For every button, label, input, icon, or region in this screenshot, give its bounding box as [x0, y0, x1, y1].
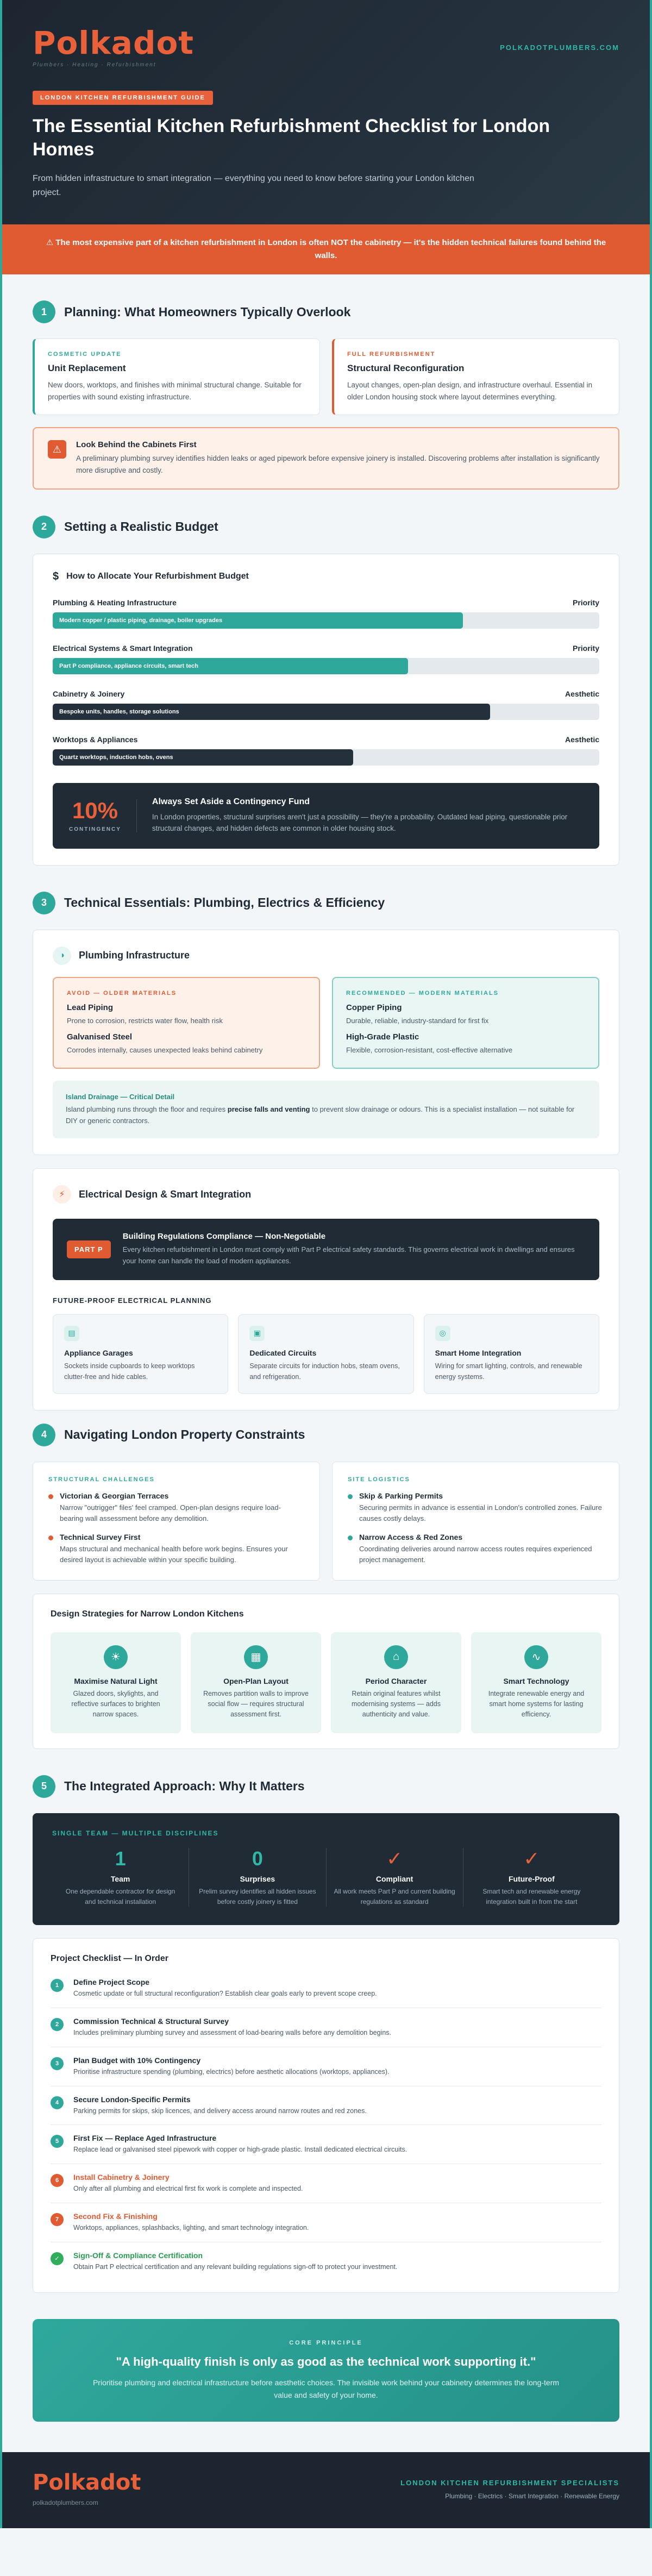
plumbing-title: Plumbing Infrastructure — [79, 950, 190, 961]
budget-row — [53, 690, 599, 720]
stat-team — [52, 1848, 189, 1907]
project-checklist-card — [33, 1938, 619, 2293]
regs-text: Every kitchen refurbishment in London must comply with Part P electrical safety standards. This governs electrical work in dwellings and ensures your home can handle the load of modern appliances. — [122, 1245, 575, 1265]
principle-quote: "A high-quality finish is only as good as the technical work supporting it." — [116, 2355, 536, 2369]
strategy-box — [471, 1632, 601, 1733]
budget-bar-track — [53, 658, 599, 674]
site-logistics-card — [332, 1462, 619, 1581]
contingency-text: In London properties, structural surprises aren't just a possibility — they're a probability. Outdated lead piping, questionable prior structural changes, and hidden defects are common in older housing stock. — [152, 812, 568, 833]
section-integrated — [2, 1775, 650, 2422]
stat-title: Team — [110, 1875, 130, 1884]
droplet-icon: ◑ — [53, 947, 71, 965]
recommended-label: RECOMMENDED — MODERN MATERIALS — [346, 989, 499, 996]
electrical-title: Electrical Design & Smart Integration — [79, 1188, 252, 1200]
step-text: Prioritise infrastructure spending (plumbing, electrics) before aesthetic allocations (worktops, appliances). — [73, 2067, 390, 2076]
plumbing-card — [33, 930, 619, 1156]
card-title: Unit Replacement — [48, 363, 126, 374]
circuit-icon: ▣ — [249, 1326, 265, 1341]
budget-title: How to Allocate Your Refurbishment Budget — [66, 572, 249, 581]
strategy-title: Smart Technology — [503, 1676, 569, 1685]
budget-row-name: Worktops & Appliances — [53, 735, 138, 744]
checklist-step — [51, 2086, 601, 2126]
stat-text: Prelim survey identifies all hidden issues before costly joinery is fitted — [199, 1888, 316, 1906]
avoid-materials-box — [53, 977, 320, 1069]
budget-card — [33, 554, 619, 866]
item-title: Technical Survey First — [60, 1533, 141, 1542]
budget-bar-fill: Quartz worktops, induction hobs, ovens — [53, 749, 353, 766]
future-proof-label: FUTURE-PROOF ELECTRICAL PLANNING — [53, 1296, 212, 1305]
strategy-title: Open-Plan Layout — [223, 1676, 289, 1685]
card-label: SITE LOGISTICS — [348, 1476, 410, 1483]
stat-text: Smart tech and renewable energy integration built in from the start — [482, 1888, 581, 1906]
budget-bar-fill: Part P compliance, appliance circuits, smart tech — [53, 658, 408, 674]
check-icon: ✓ — [386, 1847, 403, 1870]
step-text: Parking permits for skips, skip licences, and delivery access around narrow routes and red zones. — [73, 2107, 367, 2115]
step-title: First Fix — Replace Aged Infrastructure — [73, 2134, 217, 2143]
step-text: Replace lead or galvanised steel pipework with copper or high-grade plastic. Install dedicated electrical circuits. — [73, 2146, 408, 2154]
island-drainage-note — [53, 1081, 599, 1139]
stat-future-proof — [463, 1848, 600, 1907]
sun-icon: ☀ — [104, 1645, 128, 1669]
step-text: Obtain Part P electrical certification and any relevant building regulations sign-off to protect your investment. — [73, 2262, 398, 2271]
material-text: Durable, reliable, industry-standard for first fix — [346, 1016, 489, 1025]
budget-bar-fill: Bespoke units, handles, storage solutions — [53, 704, 490, 720]
budget-row — [53, 735, 599, 766]
card-label: STRUCTURAL CHALLENGES — [48, 1476, 155, 1483]
strategy-box — [331, 1632, 461, 1733]
activity-icon: ∿ — [524, 1645, 548, 1669]
card-text: Layout changes, open-plan design, and infrastructure overhaul. Essential in older London housing stock where layout determines everything. — [347, 381, 593, 401]
checklist-step — [51, 2203, 601, 2242]
structural-challenges-card — [33, 1462, 320, 1581]
step-title: Define Project Scope — [73, 1978, 150, 1987]
stat-value: 1 — [115, 1847, 126, 1870]
item-title: Victorian & Georgian Terraces — [60, 1491, 169, 1500]
stat-text: One dependable contractor for design and technical installation — [65, 1888, 175, 1906]
strategy-title: Maximise Natural Light — [74, 1676, 158, 1685]
budget-row-name: Cabinetry & Joinery — [53, 689, 125, 698]
material-name: High-Grade Plastic — [346, 1032, 419, 1042]
step-number: 1 — [51, 1979, 64, 1992]
card-text: New doors, worktops, and finishes with minimal structural change. Suitable for properties with sound existing infrastructure. — [48, 381, 302, 401]
socket-icon: ▤ — [64, 1326, 79, 1341]
bullet-dot — [348, 1494, 353, 1499]
checklist-step — [51, 2125, 601, 2164]
item-text: Narrow "outrigger" files' feel cramped. Open-plan designs require load-bearing wall assessment before any demolition. — [60, 1503, 281, 1523]
footer-title: LONDON KITCHEN REFURBISHMENT SPECIALISTS — [400, 2478, 619, 2487]
footer-logo[interactable]: Polkadot — [33, 2470, 141, 2496]
step-title: Second Fix & Finishing — [73, 2211, 158, 2221]
step-number: 2 — [51, 2018, 64, 2031]
budget-row-name: Electrical Systems & Smart Integration — [53, 643, 193, 653]
warning-icon: ⚠ — [48, 440, 66, 459]
card-label: FULL REFURBISHMENT — [347, 351, 436, 358]
strategy-text: Glazed doors, skylights, and reflective surfaces to brighten narrow spaces. — [71, 1689, 160, 1719]
budget-bar-track — [53, 612, 599, 629]
brand-tagline: Plumbers · Heating · Refurbishment — [33, 62, 156, 68]
recommended-materials-box — [332, 977, 599, 1069]
regs-title: Building Regulations Compliance — Non-Negotiable — [122, 1232, 326, 1242]
budget-row-name: Plumbing & Heating Infrastructure — [53, 598, 177, 607]
feature-box — [53, 1314, 228, 1394]
strategy-text: Removes partition walls to improve social flow — requires structural assessment first. — [203, 1689, 309, 1719]
material-text: Flexible, corrosion-resistant, cost-effective alternative — [346, 1046, 513, 1055]
regulations-banner — [53, 1219, 599, 1280]
feature-title: Appliance Garages — [64, 1348, 133, 1357]
section-london — [2, 1424, 650, 1749]
contingency-title: Always Set Aside a Contingency Fund — [152, 797, 310, 806]
strategy-title: Period Character — [365, 1676, 427, 1685]
page-subtitle: From hidden infrastructure to smart integration — everything you need to know before starting your London kitchen project. — [33, 174, 474, 197]
bullet-dot — [48, 1494, 53, 1499]
stat-text: All work meets Part P and current building regulations as standard — [334, 1888, 455, 1906]
budget-bar-track — [53, 704, 599, 720]
budget-row-tag: Aesthetic — [565, 735, 599, 744]
team-label: SINGLE TEAM — MULTIPLE DISCIPLINES — [52, 1829, 219, 1837]
material-name: Galvanised Steel — [67, 1032, 133, 1042]
budget-row — [53, 644, 599, 674]
section-planning — [2, 300, 650, 489]
check-icon: ✓ — [51, 2252, 64, 2265]
section-number: 5 — [33, 1775, 55, 1798]
stat-compliant — [327, 1848, 463, 1907]
material-text: Prone to corrosion, restricts water flow, health risk — [67, 1016, 223, 1025]
step-text: Worktops, appliances, splashbacks, lighting, and smart technology integration. — [73, 2223, 309, 2232]
drainage-text-pre: Island plumbing runs through the floor and requires — [66, 1105, 228, 1113]
budget-row-tag: Priority — [572, 598, 599, 607]
single-team-panel — [33, 1813, 619, 1926]
bullet-dot — [48, 1535, 53, 1540]
hero-header — [2, 0, 650, 224]
section-number: 3 — [33, 892, 55, 914]
drainage-text-bold: precise falls and venting — [227, 1105, 310, 1113]
material-name: Copper Piping — [346, 1002, 402, 1012]
stat-title: Compliant — [375, 1875, 413, 1884]
core-principle-banner — [33, 2319, 619, 2422]
section-title: Planning: What Homeowners Typically Overlook — [64, 304, 351, 319]
feature-box — [424, 1314, 599, 1394]
step-title: Plan Budget with 10% Contingency — [73, 2055, 201, 2065]
principle-text: Prioritise plumbing and electrical infrastructure before aesthetic choices. The invisible work behind your cabinetry determines the long-term value and safety of your home. — [92, 2378, 560, 2399]
guide-badge: LONDON KITCHEN REFURBISHMENT GUIDE — [33, 91, 213, 105]
step-number: 4 — [51, 2096, 64, 2109]
step-title: Commission Technical & Structural Survey — [73, 2017, 229, 2026]
drainage-text-post: to prevent slow drainage or odours. This is a specialist installation — not suitable for DIY or generic contractors. — [66, 1105, 575, 1125]
budget-bar-fill: Modern copper / plastic piping, drainage, boiler upgrades — [53, 612, 463, 629]
checklist-step — [51, 2164, 601, 2203]
card-title: Structural Reconfiguration — [347, 363, 465, 374]
strategy-text: Integrate renewable energy and smart home systems for lasting efficiency. — [488, 1689, 585, 1719]
section-technical — [2, 892, 650, 1411]
stat-title: Surprises — [240, 1875, 275, 1884]
page-title: The Essential Kitchen Refurbishment Checklist for London Homes — [33, 116, 550, 160]
dollar-icon: $ — [53, 570, 59, 582]
principle-label: CORE PRINCIPLE — [289, 2340, 363, 2347]
section-number: 4 — [33, 1424, 55, 1446]
strategies-title: Design Strategies for Narrow London Kitchens — [51, 1609, 244, 1619]
checklist-step — [51, 1969, 601, 2008]
section-budget — [2, 516, 650, 866]
budget-row — [53, 598, 599, 629]
item-text: Securing permits in advance is essential in London's controlled zones. Failure causes costly delays. — [359, 1503, 602, 1523]
material-text: Corrodes internally, causes unexpected leaks behind cabinetry — [67, 1046, 263, 1055]
section-title: Technical Essentials: Plumbing, Electrics & Efficiency — [64, 895, 385, 910]
electrical-card — [33, 1168, 619, 1411]
strategy-box — [51, 1632, 181, 1733]
feature-text: Wiring for smart lighting, controls, and renewable energy systems. — [435, 1362, 582, 1381]
item-text: Maps structural and mechanical health before work begins. Ensures your desired layout is achievable within your specific building. — [60, 1545, 288, 1564]
item-text: Coordinating deliveries around narrow access routes requires experienced project management. — [359, 1545, 592, 1564]
section-number: 1 — [33, 300, 55, 323]
drainage-text — [66, 1104, 586, 1127]
step-number: 3 — [51, 2057, 64, 2070]
check-icon: ✓ — [523, 1847, 540, 1870]
avoid-label: AVOID — OLDER MATERIALS — [67, 989, 177, 996]
item-title: Narrow Access & Red Zones — [359, 1533, 463, 1542]
design-strategies-card — [33, 1594, 619, 1749]
section-title: Setting a Realistic Budget — [64, 519, 218, 534]
site-link[interactable]: POLKADOTPLUMBERS.COM — [500, 43, 619, 52]
step-text: Includes preliminary plumbing survey and assessment of load-bearing walls before any demolition begins. — [73, 2029, 392, 2037]
step-text: Only after all plumbing and electrical first fix work is complete and inspected. — [73, 2185, 303, 2193]
step-title: Secure London-Specific Permits — [73, 2095, 191, 2104]
checklist-step — [51, 2242, 601, 2281]
warning-card — [33, 427, 619, 489]
feature-text: Separate circuits for induction hobs, steam ovens, and refrigeration. — [249, 1362, 400, 1381]
step-number: 7 — [51, 2213, 64, 2226]
step-title: Install Cabinetry & Joinery — [73, 2173, 170, 2182]
house-icon: ⌂ — [384, 1645, 408, 1669]
smart-home-icon: ◎ — [435, 1326, 450, 1341]
stat-surprises — [189, 1848, 326, 1907]
warning-text: A preliminary plumbing survey identifies hidden leaks or aged pipework before expensive joinery is installed. Discovering problems after installation is significantly more disruptive and costly. — [76, 454, 600, 474]
stat-value: 0 — [252, 1847, 263, 1870]
feature-box — [238, 1314, 413, 1394]
feature-title: Smart Home Integration — [435, 1348, 522, 1357]
strategy-box — [191, 1632, 321, 1733]
feature-text: Sockets inside cupboards to keep worktops clutter-free and hide cables. — [64, 1362, 195, 1381]
section-title: The Integrated Approach: Why It Matters — [64, 1779, 305, 1794]
budget-row-tag: Priority — [572, 643, 599, 653]
strategy-text: Retain original features whilst modernising systems — adds authenticity and value. — [352, 1689, 441, 1719]
footer-services: Plumbing · Electrics · Smart Integration · Renewable Energy — [445, 2492, 619, 2500]
contingency-card — [53, 783, 599, 849]
drainage-title: Island Drainage — Critical Detail — [66, 1092, 175, 1101]
full-refurbishment-card — [332, 339, 619, 415]
item-title: Skip & Parking Permits — [359, 1491, 443, 1500]
checklist-step — [51, 2047, 601, 2086]
step-number: 6 — [51, 2174, 64, 2187]
contingency-percent: 10% — [72, 797, 118, 823]
contingency-label: CONTINGENCY — [69, 826, 121, 832]
section-title: Navigating London Property Constraints — [64, 1427, 305, 1442]
bullet-dot — [348, 1535, 353, 1540]
checklist-step — [51, 2008, 601, 2047]
step-title: Sign-Off & Compliance Certification — [73, 2251, 203, 2260]
cosmetic-update-card — [33, 339, 320, 415]
feature-title: Dedicated Circuits — [249, 1348, 317, 1357]
footer-url[interactable]: polkadotplumbers.com — [33, 2499, 98, 2507]
step-number: 5 — [51, 2135, 64, 2148]
part-p-pill: PART P — [67, 1240, 111, 1258]
material-name: Lead Piping — [67, 1002, 114, 1012]
checklist-title: Project Checklist — In Order — [51, 1954, 168, 1964]
card-label: COSMETIC UPDATE — [48, 351, 122, 358]
warning-title: Look Behind the Cabinets First — [76, 440, 197, 450]
section-number: 2 — [33, 516, 55, 538]
footer — [2, 2452, 650, 2528]
layout-icon: ▦ — [244, 1645, 268, 1669]
alert-banner: ⚠ The most expensive part of a kitchen refurbishment in London is often NOT the cabinetry — it's the hidden technical failures found behind the walls. — [2, 224, 650, 274]
brand-logo[interactable]: Polkadot — [33, 24, 195, 61]
lightning-icon: ⚡ — [53, 1185, 71, 1204]
budget-bar-track — [53, 749, 599, 766]
budget-row-tag: Aesthetic — [565, 689, 599, 698]
stat-title: Future-Proof — [508, 1875, 555, 1884]
step-text: Cosmetic update or full structural reconfiguration? Establish clear goals early to prevent scope creep. — [73, 1990, 377, 1998]
